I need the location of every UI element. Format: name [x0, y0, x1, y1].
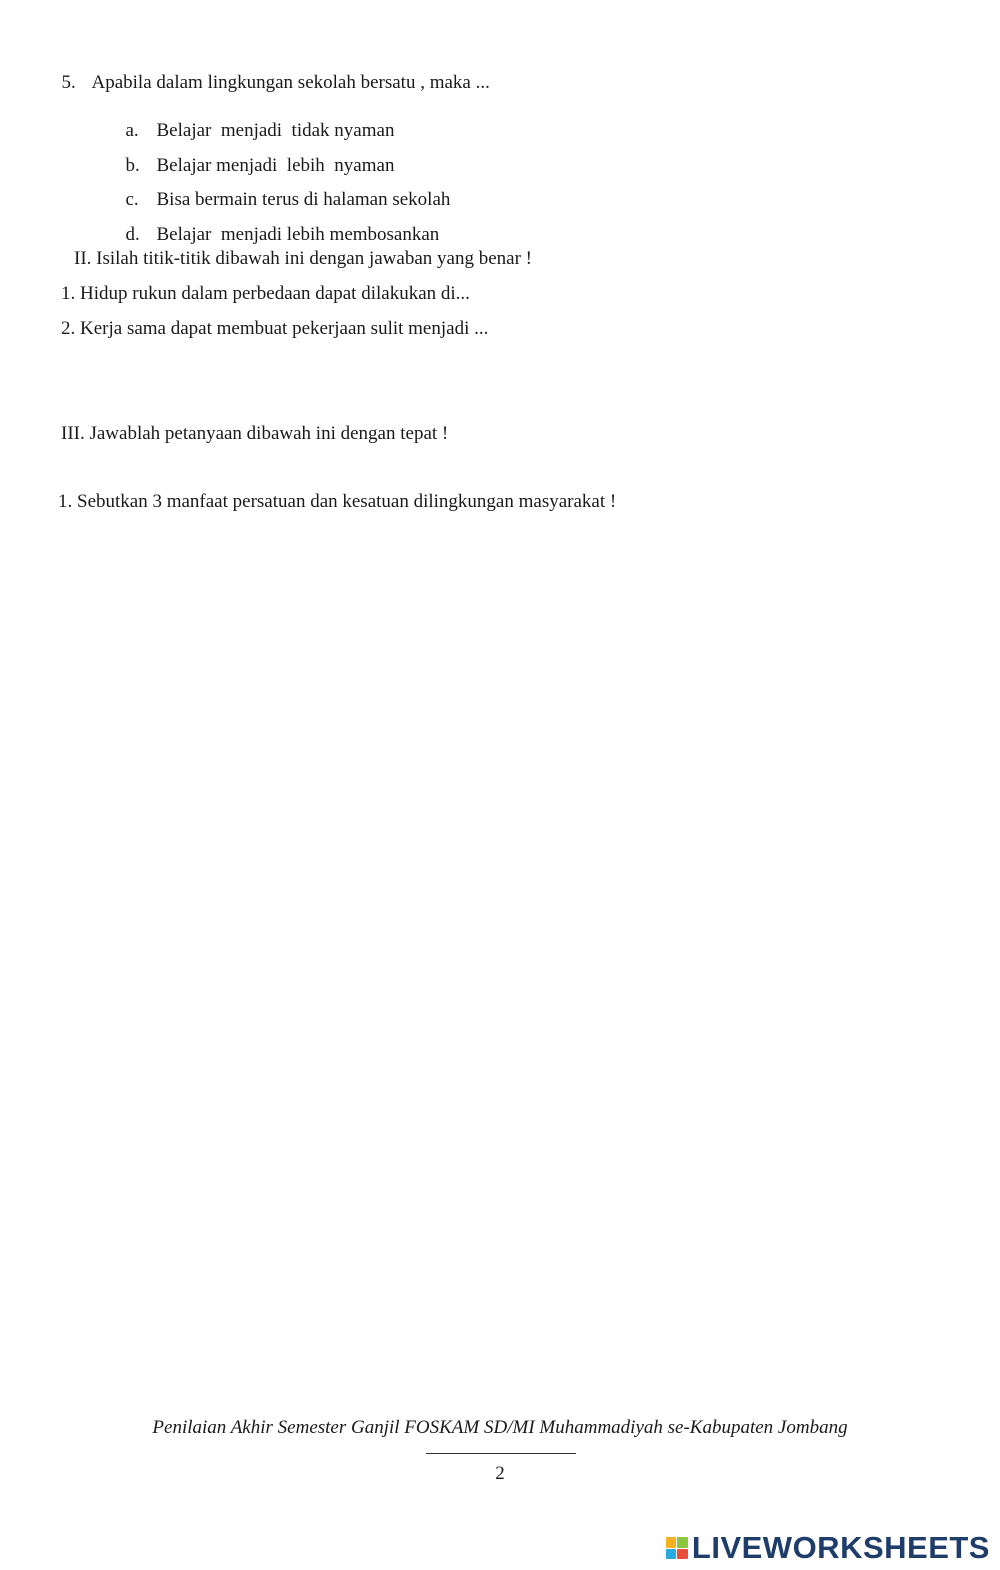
option-letter: c.: [125, 189, 139, 210]
option-letter: d.: [125, 224, 140, 245]
option-text: Belajar menjadi lebih membosankan: [156, 224, 440, 245]
option-text: Belajar menjadi lebih nyaman: [156, 155, 395, 176]
section-2-item-1: 1. Hidup rukun dalam perbedaan dapat dilakukan di...: [61, 283, 470, 304]
logo-tile: [677, 1537, 688, 1548]
question-number: 5.: [61, 72, 76, 93]
option-letter: a.: [125, 120, 139, 141]
section-2-item-2: 2. Kerja sama dapat membuat pekerjaan sulit menjadi ...: [61, 318, 489, 339]
logo-tile: [677, 1549, 688, 1560]
option-text: Bisa bermain terus di halaman sekolah: [156, 189, 451, 210]
option-letter: b.: [125, 155, 140, 176]
liveworksheets-brand[interactable]: [666, 1530, 990, 1566]
liveworksheets-wordmark: LIVEWORKSHEETS: [691, 1530, 990, 1565]
section-3-item-1: 1. Sebutkan 3 manfaat persatuan dan kesatuan dilingkungan masyarakat !: [58, 491, 617, 512]
logo-tile: [666, 1549, 677, 1560]
footer-divider: [426, 1453, 576, 1454]
option-text: Belajar menjadi tidak nyaman: [156, 120, 395, 141]
section-2-heading: II. Isilah titik-titik dibawah ini dengan jawaban yang benar !: [74, 248, 532, 269]
question-text: Apabila dalam lingkungan sekolah bersatu , maka ...: [91, 72, 490, 93]
logo-tile: [666, 1537, 677, 1548]
option-d: [116, 199, 439, 247]
question-5: [52, 47, 490, 95]
page-number: 2: [495, 1463, 505, 1484]
section-3-heading: III. Jawablah petanyaan dibawah ini dengan tepat !: [61, 423, 449, 444]
liveworksheets-logo-icon: [666, 1537, 688, 1559]
page-footer: Penilaian Akhir Semester Ganjil FOSKAM SD/MI Muhammadiyah se-Kabupaten Jombang: [152, 1417, 848, 1438]
